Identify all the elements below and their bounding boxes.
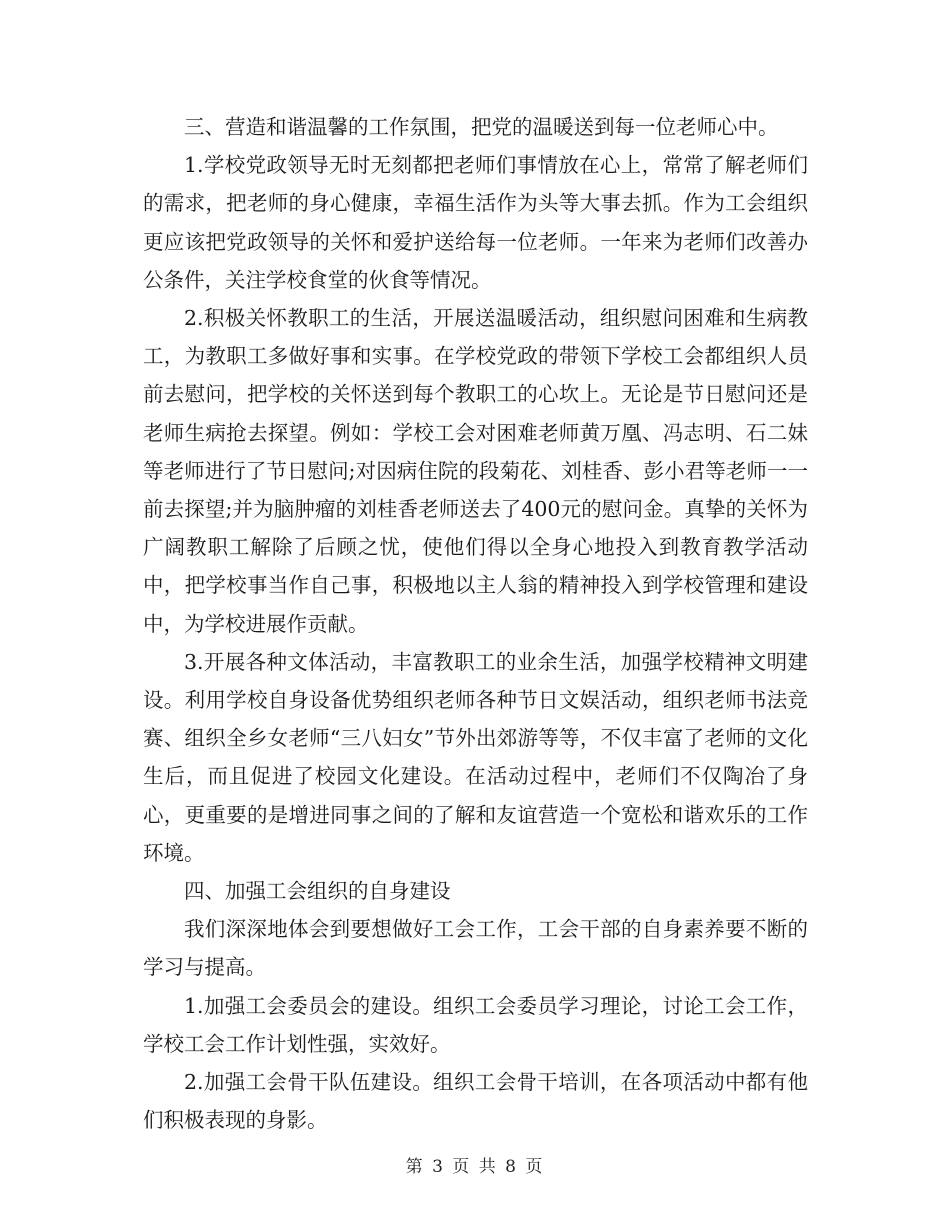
page-number-footer: 第 3 页 共 8 页 — [405, 1157, 545, 1177]
section-heading-3: 三、营造和谐温馨的工作氛围，把党的温暖送到每一位老师心中。 — [184, 115, 779, 139]
section-heading-4: 四、加强工会组织的自身建设 — [184, 879, 451, 904]
paragraph-item-4-2: 2.加强工会骨干队伍建设。组织工会骨干培训，在各项活动中都有他们积极表现的身影。 — [143, 1070, 808, 1133]
paragraph-item-4-1: 1.加强工会委员会的建设。组织工会委员学习理论，讨论工会工作，学校工会工作计划性强，实效好。 — [143, 993, 808, 1056]
paragraph-item-2: 2.积极关怀教职工的生活，开展送温暖活动，组织慰问困难和生病教工，为教职工多做好事和实事。在学校党政的带领下学校工会都组织人员前去慰问，把学校的关怀送到每个教职工的心坎上。无论是节日慰问还是老师生病抢去探望。例如：学校工会对困难老师黄万凰、冯志明、石二妹等老师进行了节日慰问;对因病住院的段菊花、刘桂香、彭小君等老师一一前去探望;并为脑肿瘤的刘桂香老师送去了400元的慰问金。真挚的关怀为广阔教职工解除了后顾之忧，使他们得以全身心地投入到教育教学活动中，把学校事当作自己事，积极地以主人翁的精神投入到学校管理和建设中，为学校进展作贡献。 — [143, 306, 808, 636]
paragraph-intro: 我们深深地体会到要想做好工会工作，工会干部的自身素养要不断的学习与提高。 — [143, 917, 808, 980]
paragraph-item-3: 3.开展各种文体活动，丰富教职工的业余生活，加强学校精神文明建设。利用学校自身设备优势组织老师各种节日文娱活动，组织老师书法竞赛、组织全乡女老师“三八妇女”节外出郊游等等，不仅丰富了老师的文化生后，而且促进了校园文化建设。在活动过程中，老师们不仅陶冶了身心，更重要的是增进同事之间的了解和友谊营造一个宽松和谐欢乐的工作环境。 — [143, 649, 808, 865]
document-body — [143, 108, 808, 1139]
paragraph-item-1: 1.学校党政领导无时无刻都把老师们事情放在心上，常常了解老师们的需求，把老师的身心健康，幸福生活作为头等大事去抓。作为工会组织更应该把党政领导的关怀和爱护送给每一位老师。一年来为老师们改善办公条件，关注学校食堂的伙食等情况。 — [143, 153, 808, 292]
